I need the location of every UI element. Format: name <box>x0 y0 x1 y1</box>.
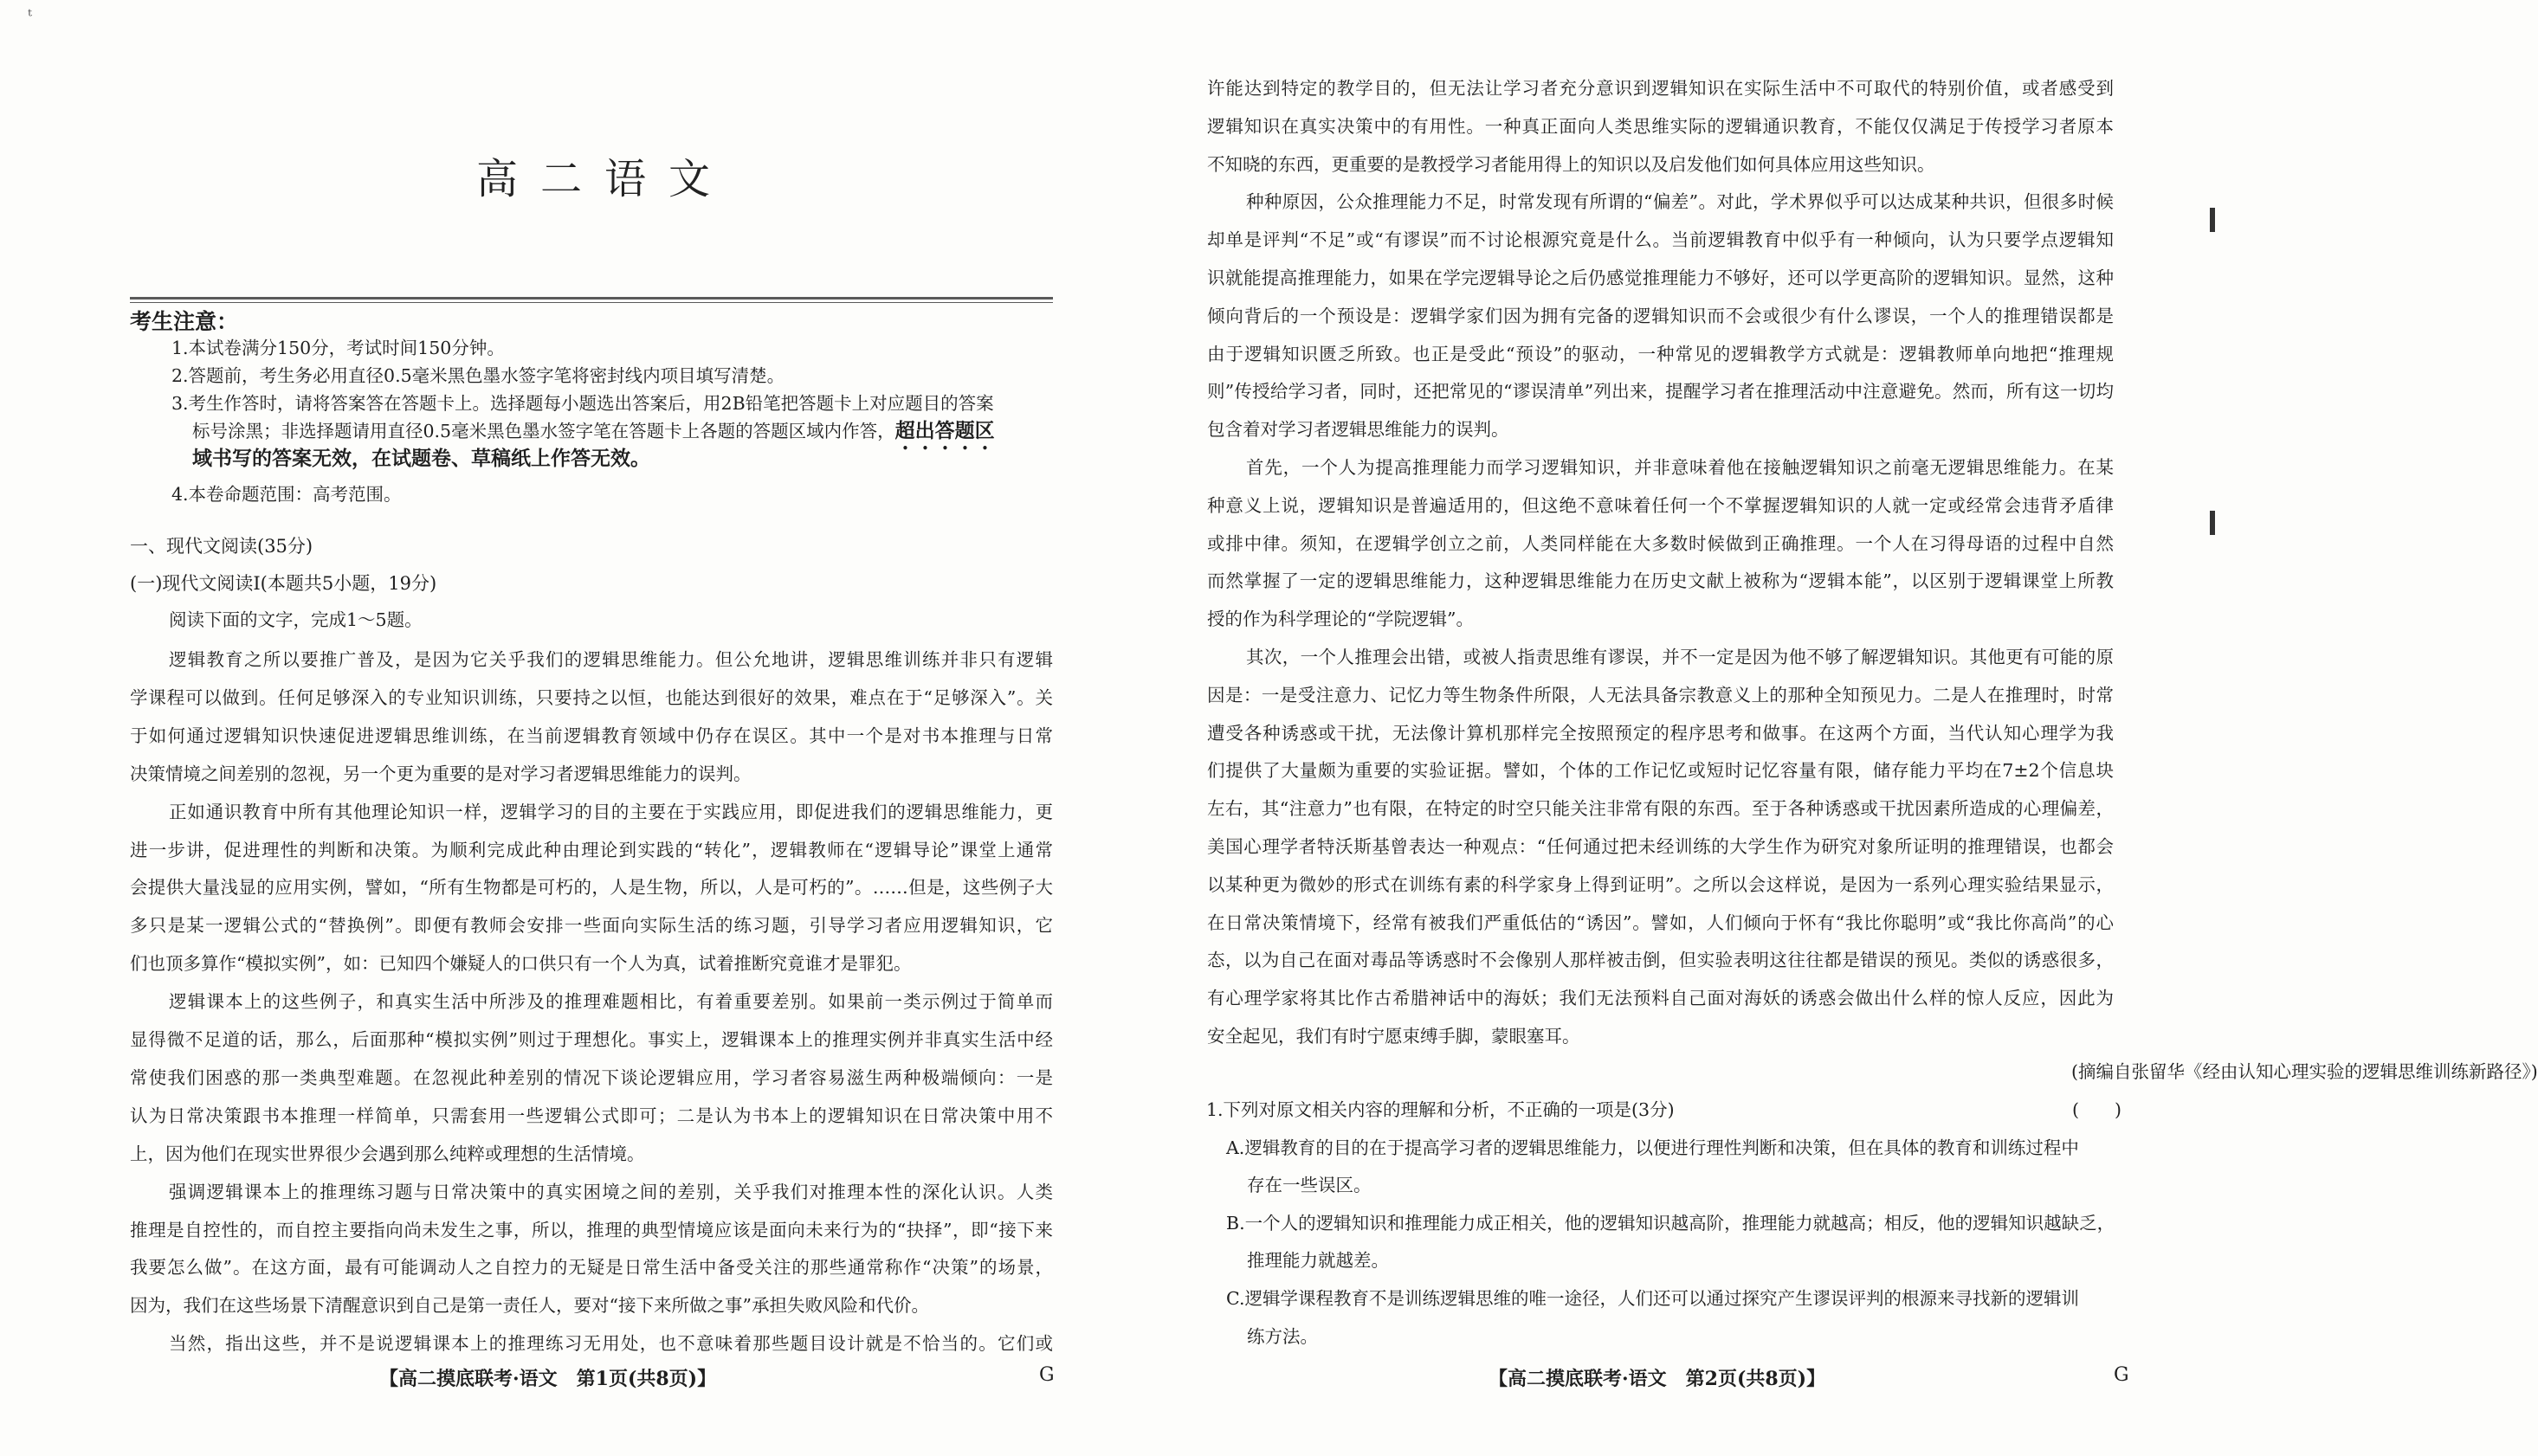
passage-line: 逻辑课本上的这些例子，和真实生活中所涉及的推理难题相比，有着重要差别。如果前一类示例过于简单而 <box>169 991 1053 1013</box>
passage-line: 常使我们困惑的那一类典型难题。在忽视此种差别的情况下谈论逻辑应用，学习者容易滋生两种极端倾向：一是 <box>130 1066 1053 1088</box>
passage-line: 包含着对学习者逻辑思维能力的误判。 <box>1207 419 1509 441</box>
divider-line <box>130 297 1053 300</box>
notice-item: 2.答题前，考生务必用直径0.5毫米黑色墨水签字笔将密封线内项目填写清楚。 <box>171 365 785 386</box>
passage-line: 会提供大量浅显的应用实例，譬如，“所有生物都是可朽的，人是生物，所以，人是可朽的”。……但是，这些例子大 <box>130 877 1053 899</box>
passage-line: 倾向背后的一个预设是：逻辑学家们因为拥有完备的逻辑知识而不会或很少有什么谬误，一个人的推理错误都是 <box>1207 305 2114 326</box>
option-line: B.一个人的逻辑知识和推理能力成正相关，他的逻辑知识越高阶，推理能力就越高；相反，他的逻辑知识越缺乏， <box>1226 1213 2115 1234</box>
section-heading: 一、现代文阅读(35分) <box>130 536 313 557</box>
passage-line: 显得微不足道的话，那么，后面那种“模拟实例”则过于理想化。事实上，逻辑课本上的推理实例并非真实生活中经 <box>130 1029 1053 1050</box>
passage-line: 由于逻辑知识匮乏所致。也正是受此“预设”的驱动，一种常见的逻辑教学方式就是：逻辑教师单向地把“推理规 <box>1207 343 2114 364</box>
answer-parentheses: ( ) <box>2072 1099 2121 1120</box>
passage-line: 美国心理学者特沃斯基曾表达一种观点：“任何通过把未经训练的大学生作为研究对象所证明的推理错误，也都会 <box>1207 836 2114 857</box>
page-2 <box>1108 0 2538 1456</box>
instruction: 阅读下面的文字，完成1～5题。 <box>169 609 423 630</box>
passage-line: 许能达到特定的教学目的，但无法让学习者充分意识到逻辑知识在实际生活中不可取代的特别价值，或者感受到 <box>1207 78 2114 99</box>
option-line: 练方法。 <box>1247 1326 1318 1347</box>
notice-emphasis-1: 超出答题区 <box>894 420 995 442</box>
passage-line: 进一步讲，促进理性的判断和决策。为顺利完成此种由理论到实践的“转化”，逻辑教师在“逻辑导论”课堂上通常 <box>130 839 1053 860</box>
passage-line: 态，以为自己在面对毒品等诱惑时不会像别人那样被击倒，但实验表明这往往都是错误的预见。类似的诱惑很多， <box>1207 950 2114 971</box>
passage-line: 我要怎么做”。在这方面，最有可能调动人之自控力的无疑是日常生活中备受关注的那些通常称作“决策”的场景， <box>130 1257 1053 1279</box>
passage-line: 有心理学家将其比作古希腊神话中的海妖；我们无法预料自己面对海妖的诱惑会做出什么样的惊人反应，因此为 <box>1207 988 2114 1009</box>
option-line: 存在一些误区。 <box>1247 1175 1372 1195</box>
passage-line: 上，因为他们在现实世界很少会遇到那么纯粹或理想的生活情境。 <box>130 1143 645 1164</box>
binding-mark <box>2210 511 2215 535</box>
passage-line: 安全起见，我们有时宁愿束缚手脚，蒙眼塞耳。 <box>1207 1026 1580 1047</box>
notice-text: 标号涂黑；非选择题请用直径0.5毫米黑色墨水签字笔在答题卡上各题的答题区域内作答， <box>192 421 895 441</box>
passage-line: 因是：一是受注意力、记忆力等生物条件所限，人无法具备宗教意义上的那种全知预见力。二是人在推理时，时常 <box>1207 684 2114 705</box>
subsection-heading: (一)现代文阅读Ⅰ(本题共5小题，19分) <box>130 573 437 594</box>
passage-line: 逻辑教育之所以要推广普及，是因为它关乎我们的逻辑思维能力。但公允地讲，逻辑思维训练并非只有逻辑 <box>169 649 1053 670</box>
passage-line: 正如通识教育中所有其他理论知识一样，逻辑学习的目的主要在于实践应用，即促进我们的逻辑思维能力，更 <box>169 801 1053 822</box>
notice-heading: 考生注意： <box>130 309 239 334</box>
passage-line: 在日常决策情境下，经常有被我们严重低估的“诱因”。譬如，人们倾向于怀有“我比你聪明”或“我比你高尚”的心 <box>1207 912 2114 933</box>
passage-line: 当然，指出这些，并不是说逻辑课本上的推理练习无用处，也不意味着那些题目设计就是不恰当的。它们或 <box>169 1333 1053 1355</box>
passage-line: 以某种更为微妙的形式在训练有素的科学家身上得到证明”。之所以会这样说，是因为一系列心理实验结果显示， <box>1207 873 2114 895</box>
passage-line: 授的作为科学理论的“学院逻辑”。 <box>1207 609 1474 630</box>
passage-line: 则”传授给学习者，同时，还把常见的“谬误清单”列出来，提醒学习者在推理活动中注意避免。然而，所有这一切均 <box>1207 381 2114 403</box>
notice-item: 1.本试卷满分150分，考试时间150分钟。 <box>171 338 505 358</box>
passage-line: 学课程可以做到。任何足够深入的专业知识训练，只要持之以恒，也能达到很好的效果，难点在于“足够深入”。关 <box>130 686 1053 708</box>
binding-mark <box>2210 208 2215 232</box>
page-1 <box>0 0 1108 1456</box>
passage-line: 逻辑知识在真实决策中的有用性。一种真正面向人类思维实际的逻辑通识教育，不能仅仅满足于传授学习者原本 <box>1207 115 2114 137</box>
passage-line: 决策情境之间差别的忽视，另一个更为重要的是对学习者逻辑思维能力的误判。 <box>130 763 752 784</box>
option-line: 推理能力就越差。 <box>1247 1250 1389 1271</box>
passage-line: 种意义上说，逻辑知识是普遍适用的，但这绝不意味着任何一个不掌握逻辑知识的人就一定或经常会违背矛盾律 <box>1207 494 2114 516</box>
passage-line: 认为日常决策跟书本推理一样简单，只需套用一些逻辑公式即可；二是认为书本上的逻辑知识在日常决策中用不 <box>130 1105 1053 1126</box>
page-footer: 【高二摸底联考·语文 第2页(共8页)】 <box>1489 1368 1826 1390</box>
passage-line: 不知晓的东西，更重要的是教授学习者能用得上的知识以及启发他们如何具体应用这些知识。 <box>1207 153 1935 175</box>
passage-line: 识就能提高推理能力，如果在学完逻辑导论之后仍感觉推理能力不够好，还可以学更高阶的逻辑知识。显然，这种 <box>1207 267 2114 288</box>
passage-line: 们提供了大量颇为重要的实验证据。譬如，个体的工作记忆或短时记忆容量有限，储存能力平均在7±2个信息块 <box>1207 760 2114 782</box>
passage-line: 首先，一个人为提高推理能力而学习逻辑知识，并非意味着他在接触逻辑知识之前毫无逻辑思维能力。在某 <box>1246 457 2114 478</box>
passage-line: 而然掌握了一定的逻辑思维能力，这种逻辑思维能力在历史文献上被称为“逻辑本能”，以区别于逻辑课堂上所教 <box>1207 570 2114 592</box>
page-code: G <box>2114 1364 2129 1386</box>
notice-emphasis-2: 域书写的答案无效，在试题卷、草稿纸上作答无效。 <box>192 448 650 470</box>
notice-emphasis-line <box>192 447 650 471</box>
passage-line: 种种原因，公众推理能力不足，时常发现有所谓的“偏差”。对此，学术界似乎可以达成某种共识，但很多时候 <box>1246 191 2114 213</box>
passage-line: 其次，一个人推理会出错，或被人指责思维有谬误，并不一定是因为他不够了解逻辑知识。其他更有可能的原 <box>1246 647 2114 667</box>
passage-line: 左右，其“注意力”也有限，在特定的时空只能关注非常有限的东西。至于各种诱惑或干扰因素所造成的心理偏差， <box>1207 798 2114 820</box>
page-code: G <box>1039 1364 1055 1386</box>
question-1-stem: 1.下列对原文相关内容的理解和分析，不正确的一项是(3分) <box>1206 1099 1675 1120</box>
passage-line: 推理是自控性的，而自控主要指向尚未发生之事，所以，推理的典型情境应该是面向未来行为的“抉择”，即“接下来 <box>130 1219 1053 1240</box>
passage-line: 们也顶多算作“模拟实例”，如：已知四个嫌疑人的口供只有一个人为真，试着推断究竟谁才是罪犯。 <box>130 953 912 975</box>
page-footer: 【高二摸底联考·语文 第1页(共8页)】 <box>379 1368 717 1390</box>
corner-mark: ᵗ <box>28 5 32 26</box>
divider-line-thin <box>130 302 1053 303</box>
source-citation: (摘编自张留华《经由认知心理实验的逻辑思维训练新路径》) <box>2071 1061 2538 1082</box>
exam-title: 高二语文 <box>476 155 733 203</box>
passage-line: 强调逻辑课本上的推理练习题与日常决策中的真实困境之间的差别，关乎我们对推理本性的深化认识。人类 <box>169 1181 1053 1202</box>
option-line: A.逻辑教育的目的在于提高学习者的逻辑思维能力，以便进行理性判断和决策，但在具体的教育和训练过程中 <box>1226 1137 2079 1158</box>
passage-line: 多只是某一逻辑公式的“替换例”。即便有教师会安排一些面向实际生活的练习题，引导学习者应用逻辑知识，它 <box>130 915 1053 937</box>
notice-item-4: 4.本卷命题范围：高考范围。 <box>171 484 402 505</box>
passage-line: 于如何通过逻辑知识快速促进逻辑思维训练，在当前逻辑教育领域中仍存在误区。其中一个是对书本推理与日常 <box>130 725 1053 746</box>
passage-line: 或排中律。须知，在逻辑学创立之前，人类同样能在大多数时候做到正确推理。一个人在习得母语的过程中自然 <box>1207 532 2114 554</box>
passage-line: 遭受各种诱惑或干扰，无法像计算机那样完全按照预定的程序思考和做事。在这两个方面，当代认知心理学为我 <box>1207 722 2114 744</box>
passage-line: 因为，我们在这些场景下清醒意识到自己是第一责任人，要对“接下来所做之事”承担失败风险和代价。 <box>130 1295 929 1317</box>
option-line: C.逻辑学课程教育不是训练逻辑思维的唯一途径，人们还可以通过探究产生谬误评判的根源来寻找新的逻辑训 <box>1226 1288 2079 1309</box>
passage-line: 却单是评判“不足”或“有谬误”而不讨论根源究竟是什么。当前逻辑教育中似乎有一种倾向，认为只要学点逻辑知 <box>1207 229 2114 251</box>
notice-item: 3.考生作答时，请将答案答在答题卡上。选择题每小题选出答案后，用2B铅笔把答题卡上对应题目的答案 <box>171 393 994 414</box>
